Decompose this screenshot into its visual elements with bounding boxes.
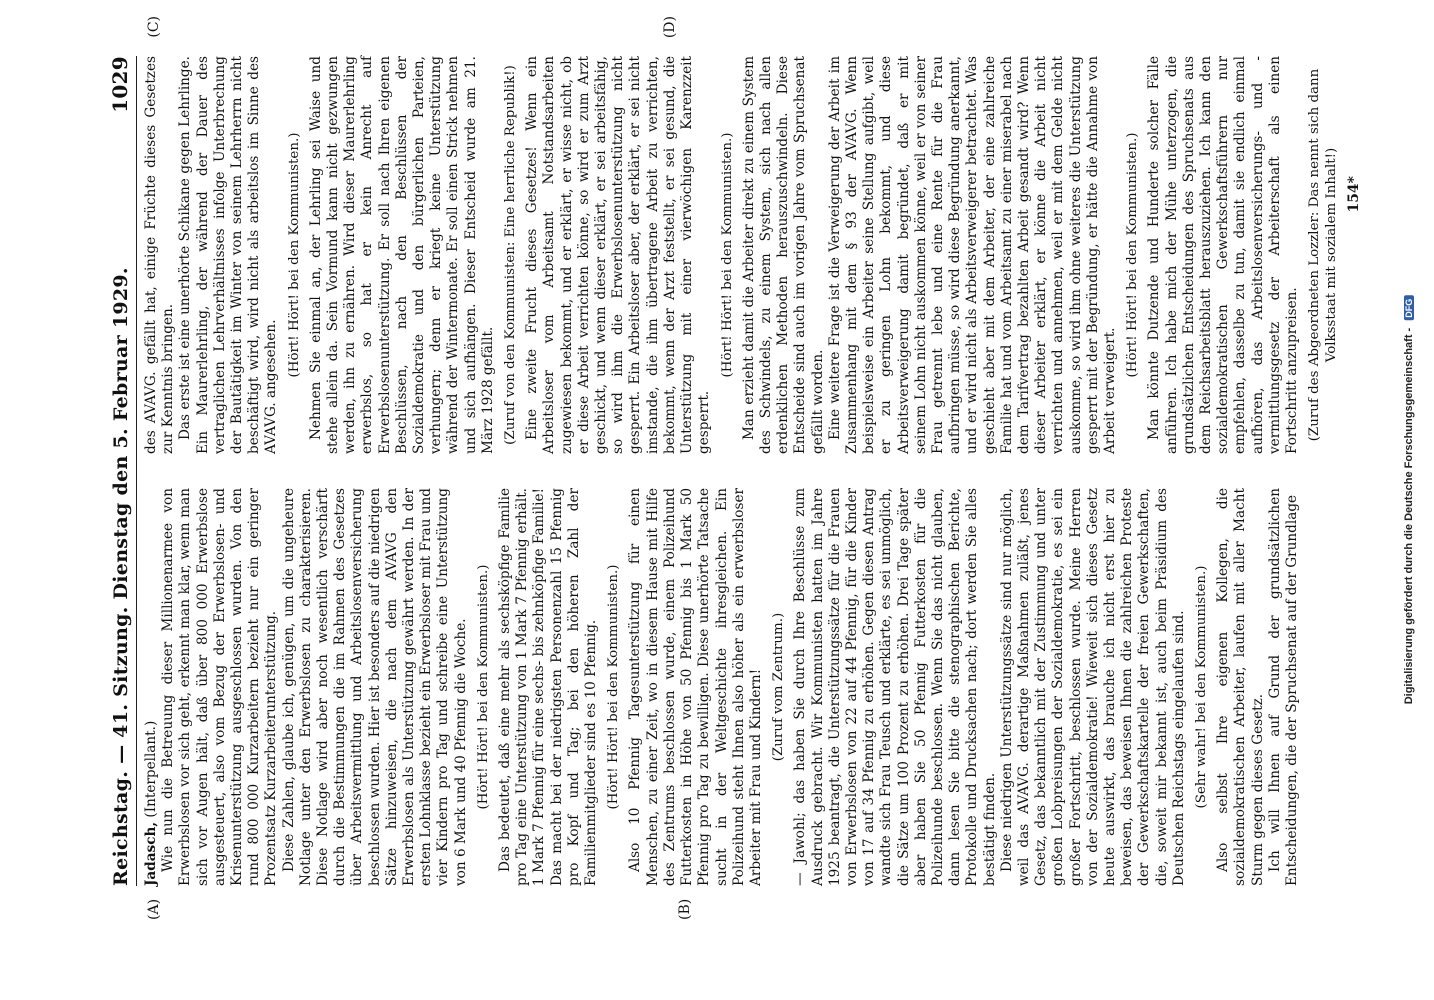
interjection: (Hört! Hört! bei den Kommunisten.) — [286, 132, 302, 378]
credit-line — [1403, 296, 1415, 705]
left-column — [143, 488, 1363, 886]
paragraph: Man erzieht damit die Arbeiter direkt zu einem System des Schwindels, zu einem System, sich nach allen erdenklichen Methoden herauszuschwindeln. Diese Entscheide sind auch im vorigen Jahre vom Spruchsenat gefällt worden. — [740, 56, 826, 454]
interjection: (Hört! Hört! bei den Kommunisten.) — [475, 564, 491, 810]
margin-marker-b: (B) — [677, 898, 693, 920]
paragraph: Eine weitere Frage ist die Verweigerung der Arbeit im Zusammenhang mit dem § 93 der AVAVG. Wenn beispielsweise ein Arbeiter seine Stellung aufgibt, weil er zu geringen Lohn bekommt, und diese Arbeitsverweigerung damit begründet, daß er mit seinem Lohn nicht auskommen könne, weil er von seiner Frau getrennt lebe und eine Rente für die Frau aufbringen müsse, so wird diese Begründung anerkannt, und er wird nicht als Arbeitsverweigerer betrachtet. Was geschieht aber mit dem Arbeiter, der eine zahlreiche Familie hat und vom Arbeitsamt zu einer miserabel nach dem Tarifvertrag bezahlten Arbeit gesandt wird? Wenn dieser Arbeiter erklärt, er könne die Arbeit nicht verrichten und annehmen, weil er mit dem Gelde nicht auskomme, so wird ihm ohne weiteres die Unterstützung gesperrt mit der Begründung, er hätte die Annahme von Arbeit verweigert. — [826, 56, 1118, 454]
paragraph: Also 10 Pfennig Tagesunterstützung für einen Menschen, zu einer Zeit, wo in diesem Hause mit Hilfe des Zentrums beschlossen wurde, einem Polizeihund Futterkosten in Höhe von 50 Pfennig bis 1 Mark 50 Pfennig pro Tag zu bewilligen. Diese unerhörte Tatsache sucht in der Weltgeschichte ihresgleichen. Ein Polizeihund steht Ihnen also höher als ein erwerbsloser Arbeiter mit Frau und Kindern! — [627, 488, 764, 886]
paragraph: Diese Zahlen, glaube ich, genügen, um die ungeheure Notlage unter den Erwerbslosen zu charakterisieren. Diese Notlage wird aber noch wesentlich verschärft durch die Bestimmungen die im Rahmen des Gesetzes über Arbeitsvermittlung und Arbeitslosenversicherung beschlossen wurden. Hier ist besonders auf die niedrigen Sätze hinzuweisen, die nach dem AVAVG den Erwerbslosen als Unterstützung gewährt werden. In der ersten Lohnklasse bezieht ein Erwerbsloser mit Frau und vier Kindern pro Tag und schreibe eine Unterstützung von 6 Mark und 40 Pfennig die Woche. — [280, 488, 469, 886]
paragraph: Diese niedrigen Unterstützungssätze sind nur möglich, weil das AVAVG. derartige Maßnahmen zuläßt, jenes Gesetz, das bekanntlich mit der Zustimmung und unter großen Lobpreisungen der Sozialdemokratie, es sei ein großer Fortschritt, beschlossen wurde. Meine Herren von der Sozialdemokratie! Wieweit sich dieses Gesetz heute auswirkt, das brauche ich nicht erst hier zu beweisen, das beweisen Ihnen die zahlreichen Proteste der Gewerkschaftskartelle der freien Gewerkschaften, die, soweit mir bekannt ist, auch beim Präsidium des Deutschen Reichstags eingelaufen sind. — [998, 488, 1187, 886]
interjection: (Zuruf des Abgeordneten Lozzler: Das nennt sich dann Volksstaat mit sozialem Inhalt!) — [1307, 68, 1340, 442]
paragraph: Wie nun die Betreuung dieser Millionenarmee von Erwerbslosen vor sich geht, erkennt man klar, wenn man sich vor Augen hält, daß über 800 000 Erwerbslose ausgesteuert, also vom Bezug der Erwerbslosen- und Krisenunterstützung ausgeschlossen wurden. Von den rund 800 000 Kurzarbeitern bezieht nur ein geringer Prozentsatz Kurzarbeiterunterstützung. — [160, 488, 280, 886]
text-columns — [143, 16, 1363, 920]
header-title: Reichstag. — 41. Sitzung. Dienstag den 5. Februar 1929. — [110, 267, 132, 886]
paragraph: des AVAVG. gefällt hat, einige Früchte dieses Gesetzes zur Kenntnis bringen. — [143, 56, 177, 454]
paragraph: Eine zweite Frucht dieses Gesetzes! Wenn ein Arbeitsloser vom Arbeitsamt Notstandsarbeiten zugewiesen bekommt, und er erklärt, er wisse nicht, ob er diese Arbeit verrichten könne, so wird er zum Arzt geschickt, und wenn dieser erklärt, er sei arbeitsfähig, so wird ihm die Erwerbslosenunterstützung nicht gesperrt. Ein Arbeitsloser aber, der erklärt, er sei nicht imstande, die ihm übertragene Arbeit zu verrichten, bekommt, wenn der Arzt feststellt, er sei gesund, die Unterstützung mit einer vierwöchigen Karenzzeit gesperrt. — [524, 56, 713, 454]
paragraph: Man könnte Dutzende und Hunderte solcher Fälle anführen. Ich habe mich der Mühe unterzogen, die grundsätzlichen Entscheidungen des Spruchsenats aus dem Reichsarbeitsblatt herauszuziehen. Ich kann den sozialdemokratischen Gewerkschaftsführern nur empfehlen, dasselbe zu tun, damit sie endlich einmal aufhören, das Arbeitslosenversicherungs- und -vermittlungsgesetz der Arbeiterschaft als einen Fortschritt anzupreisen. — [1146, 56, 1300, 454]
paragraph: Nehmen Sie einmal an, der Lehrling sei Waise und stehe allein da. Sein Vormund kann nicht gezwungen werden, ihn zu ernähren. Wird dieser Maurerlehrling erwerbslos, so hat er kein Anrecht auf Erwerbslosenunterstützung. Er soll nach Ihren eigenen Beschlüssen, nach den Beschlüssen der Sozialdemokratie und den bürgerlichen Parteien, verhungern; denn er kriegt keine Unterstützung während der Wintermonate. Er soll einen Strick nehmen und sich aufhängen. Dieser Entscheid wurde am 21. März 1928 gefällt. — [307, 56, 496, 454]
interjection: (Hört! Hört! bei den Kommunisten.) — [606, 564, 622, 810]
interjection: (Zuruf vom Zentrum.) — [771, 612, 787, 762]
margin-marker-d: (D) — [662, 16, 678, 39]
margin-marker-c: (C) — [146, 16, 162, 38]
paragraph: Ich will Ihnen auf Grund der grundsätzlichen Entscheidungen, die der Spruchsenat auf der Grundlage — [1266, 488, 1300, 886]
speaker-role: Interpellant. — [143, 726, 159, 813]
speaker-name: Jadasch, — [143, 821, 159, 886]
credit-text: Digitalisierung gefördert durch die Deutsche Forschungsgemeinschaft - — [1403, 327, 1415, 705]
dfg-logo: DFG — [1404, 296, 1414, 321]
paragraph: Das bedeutet, daß eine mehr als sechsköpfige Familie pro Tag eine Unterstützung von 1 Mark 7 Pfennig erhält. 1 Mark 7 Pfennig für eine sechs- bis zehnköpfige Familie! Das macht bei der niedrigsten Personenzahl 15 Pfennig pro Kopf und Tag; bei den höheren Zahl der Familienmitglieder sind es 10 Pfennig. — [497, 488, 600, 886]
paragraph: Das erste ist eine unerhörte Schikane gegen Lehrlinge. Ein Maurerlehrling, der während der Dauer des vertraglichen Lehrverhältnisses infolge Unterbrechung der Bautätigkeit im Winter von seinem Lehrherrn nicht beschäftigt wird, wird nicht als arbeitslos im Sinne des AVAVG. angesehen. — [177, 56, 280, 454]
interjection: (Sehr wahr! bei den Kommunisten.) — [1193, 565, 1209, 809]
right-column — [143, 56, 1363, 454]
interjection: (Zuruf von den Kommunisten: Eine herrliche Republik!) — [503, 65, 519, 445]
sheet-number: 154* — [1345, 176, 1362, 213]
interjection: (Hört! Hört! bei den Kommunisten.) — [719, 132, 735, 378]
speaker-line: Jadasch, (Interpellant.) — [143, 720, 159, 886]
page-header — [108, 56, 137, 886]
margin-marker-a: (A) — [146, 898, 162, 920]
paragraph: Also selbst Ihre eigenen Kollegen, die sozialdemokratischen Arbeiter, laufen mit aller Macht Sturm gegen dieses Gesetz. — [1215, 488, 1266, 886]
interjection: (Hört! Hört! bei den Kommunisten.) — [1125, 132, 1141, 378]
page-number: 1029 — [108, 56, 132, 113]
paragraph: — Jawohl; das haben Sie durch Ihre Beschlüsse zum Ausdruck gebracht. Wir Kommunisten hatten im Jahre 1925 beantragt, die Unterstützungssätze für die Frauen von Erwerbslosen von 22 auf 44 Pfennig, für die Kinder von 17 auf 34 Pfennig zu erhöhen. Gegen diesen Antrag wandte sich Frau Teusch und erklärte, es sei unmöglich, die Sätze um 100 Prozent zu erhöhen. Drei Tage später aber haben Sie 50 Pfennig Futterkosten für die Polizeihunde beschlossen. Wenn Sie das nicht glauben, dann lesen Sie bitte die stenographischen Berichte, Protokolle und Drucksachen nach; dort werden Sie alles bestätigt finden. — [792, 488, 998, 886]
digitization-credit — [1398, 10, 1420, 990]
